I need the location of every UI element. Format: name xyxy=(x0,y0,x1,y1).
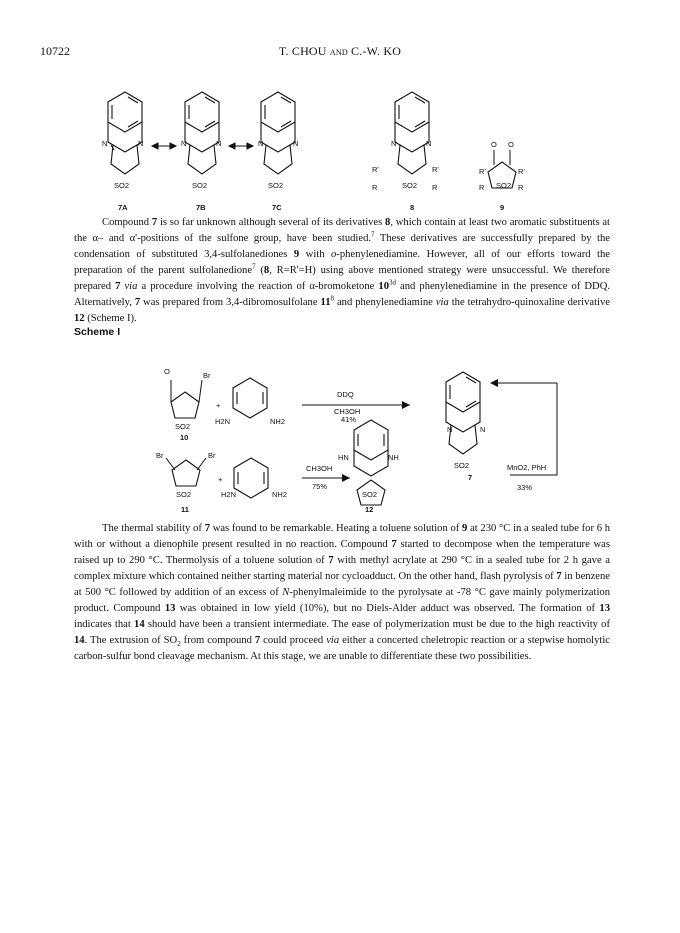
svg-text:NH: NH xyxy=(388,453,399,462)
scheme-atom-labels xyxy=(156,367,485,499)
page-number: 10722 xyxy=(40,44,70,58)
paragraph-thermal-stability: The thermal stability of 7 was found to be remarkable. Heating a toluene solution of 9 at 230 °C in a sealed tube for 6 h with or without a dienophile present resulted in no reaction. Compound 7 started to decompose when the temperature was raised up to 290 °C. Thermolysis of a toluene solution of 7 with methyl acrylate at 290 °C in a sealed tube for 2 h gave a complex mixture which contained neither starting material nor cycloadduct. On the other hand, flash pyrolysis of 7 in benzene at 500 °C followed by addition of an excess of N-phenylmaleimide to the pyrolysate at -78 °C gave mainly polymerization product. Compound 13 was obtained in low yield (10%), but no Diels-Alder adduct was observed. The formation of 13 indicates that 14 should have been a transient intermediate. The ease of polymerization must be due to the high reactivity of 14. The extrusion of $SO_2$ from compound 7 could proceed via either a concerted cheletropic reaction or a stepwise homolytic carbon-sulfur bond cleavage mechanism. At this stage, we are unable to differentiate these two possibilities. xyxy=(74,523,611,662)
svg-text:N: N xyxy=(426,139,432,148)
svg-text:O: O xyxy=(491,140,497,149)
svg-text:SO2: SO2 xyxy=(114,181,130,190)
svg-text:SO2: SO2 xyxy=(175,422,191,431)
label-7B: 7B xyxy=(196,203,206,212)
structure-11 xyxy=(172,460,200,486)
svg-text:SO2: SO2 xyxy=(496,181,512,190)
svg-text:NH2: NH2 xyxy=(270,417,286,426)
svg-text:Br: Br xyxy=(203,371,211,380)
svg-text:N: N xyxy=(391,139,397,148)
reagent-top-2: CH3OH xyxy=(334,407,361,416)
svg-text:R: R xyxy=(372,183,378,192)
svg-text:R': R' xyxy=(479,167,486,176)
label-10: 10 xyxy=(180,433,189,442)
svg-text:N: N xyxy=(181,139,187,148)
svg-text:R: R xyxy=(432,183,438,192)
scheme-I xyxy=(156,367,557,514)
svg-text:SO2: SO2 xyxy=(402,181,418,190)
svg-text:O: O xyxy=(508,140,514,149)
svg-text:N: N xyxy=(102,139,108,148)
svg-text:R': R' xyxy=(432,165,439,174)
svg-text:Br: Br xyxy=(156,451,164,460)
label-8: 8 xyxy=(410,203,415,212)
atom-labels xyxy=(102,139,525,192)
structure-7B xyxy=(185,92,222,174)
structure-10 xyxy=(171,392,199,418)
structure-7A xyxy=(108,92,142,174)
svg-text:R': R' xyxy=(372,165,379,174)
label-7: 7 xyxy=(468,473,473,482)
running-head-authors: T. CHOU and C.-W. KO xyxy=(278,44,402,58)
structure-phenylenediamine-bottom xyxy=(234,458,268,498)
svg-text:N: N xyxy=(480,425,486,434)
structure-phenylenediamine-top xyxy=(233,378,267,418)
structure-7 xyxy=(446,372,480,454)
reagent-mid-2: 75% xyxy=(312,482,328,491)
paragraph-intro: Compound 7 is so far unknown although several of its derivatives 8, which contain at least two aromatic substituents at the α– and α'-positions of the sulfone group, have been studied.$^7$ These derivatives are successfully prepared by the condensation of substituted 3,4-sulfolanediones 9 with o-phenylenediamine. However, all of our efforts toward the preparation of the parent sulfolanedione$^7$ (8, R=R'=H) using above mentioned strategy were unsuccessful. We therefore prepared 7 via a procedure involving the reaction of α-bromoketone $10^{3d}$ and phenylenediamine in the presence of DDQ. Alternatively, 7 was prepared from 3,4-dibromosulfolane $11^8$ and phenylenediamine via the tetrahydro-quinoxaline derivative 12 (Scheme I). xyxy=(74,217,610,324)
svg-text:N: N xyxy=(216,139,222,148)
reagent-right-2: 33% xyxy=(517,483,533,492)
reagent-top-3: 41% xyxy=(341,415,357,424)
svg-text:SO2: SO2 xyxy=(176,490,192,499)
reagent-right-1: MnO2, PhH xyxy=(507,463,547,472)
svg-text:SO2: SO2 xyxy=(192,181,208,190)
svg-text:SO2: SO2 xyxy=(454,461,470,470)
svg-text:H2N: H2N xyxy=(215,417,231,426)
resonance-arrows xyxy=(152,143,253,149)
svg-text:Br: Br xyxy=(208,451,216,460)
label-12: 12 xyxy=(365,505,374,514)
svg-text:N: N xyxy=(293,139,299,148)
structure-8 xyxy=(395,92,432,174)
svg-text:N: N xyxy=(258,139,264,148)
svg-text:O: O xyxy=(164,367,170,376)
label-7A: 7A xyxy=(118,203,128,212)
label-11: 11 xyxy=(181,505,189,514)
svg-text:H2N: H2N xyxy=(221,490,237,499)
label-9: 9 xyxy=(500,203,505,212)
svg-text:NH2: NH2 xyxy=(272,490,288,499)
svg-text:R: R xyxy=(479,183,485,192)
svg-text:HN: HN xyxy=(338,453,349,462)
svg-text:N: N xyxy=(138,139,144,148)
reagent-top-1: DDQ xyxy=(337,390,354,399)
svg-text:N: N xyxy=(447,425,453,434)
svg-text:+: + xyxy=(218,475,223,484)
svg-text:R': R' xyxy=(518,167,525,176)
svg-text:R: R xyxy=(518,183,524,192)
structure-7C xyxy=(261,92,295,174)
scheme-label: Scheme I xyxy=(74,326,121,338)
label-7C: 7C xyxy=(272,203,282,212)
svg-text:SO2: SO2 xyxy=(268,181,284,190)
svg-text:+: + xyxy=(216,401,221,410)
svg-text:SO2: SO2 xyxy=(362,490,378,499)
reagent-mid-1: CH3OH xyxy=(306,464,333,473)
